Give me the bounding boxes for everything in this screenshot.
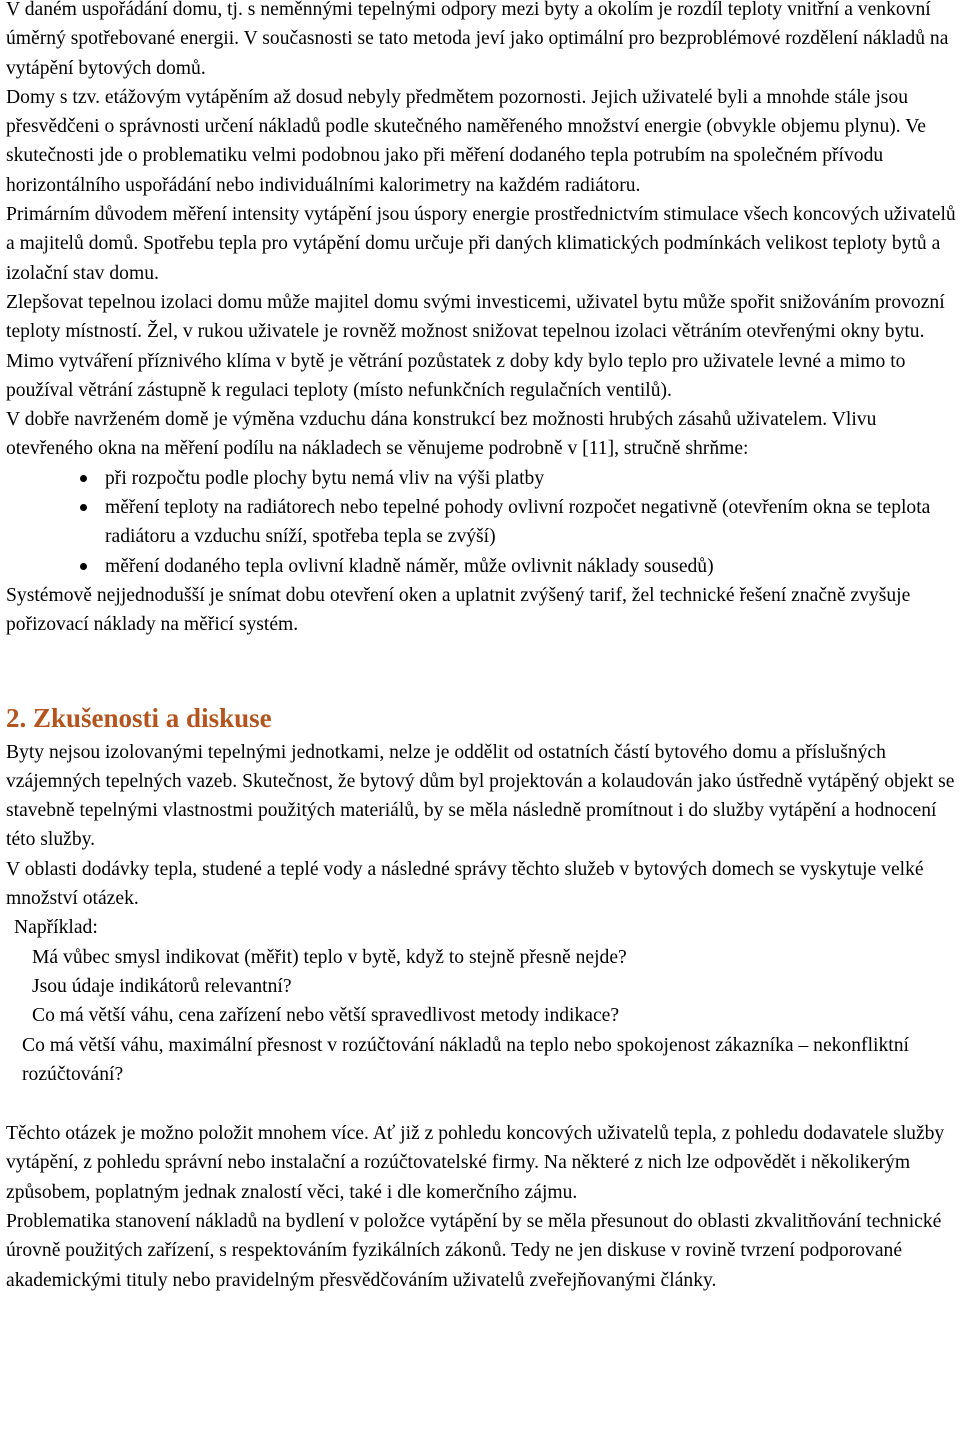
section-gap (6, 640, 956, 698)
question-item: Co má větší váhu, maximální přesnost v rozúčtování nákladů na teplo nebo spokojenost zákazníka – nekonfliktní rozúčtování? (22, 1034, 909, 1085)
bullet-text: při rozpočtu podle plochy bytu nemá vliv na výši platby (105, 467, 545, 489)
paragraph-floor-heating-houses: Domy s tzv. etážovým vytápěním až dosud nebyly předmětem pozornosti. Jejich uživatelé byli a mnohde stále jsou přesvědčeni o správnosti určení nákladů podle skutečného naměřeného množství energie (obvykle objemu plynu). Ve skutečnosti jde o problematiku velmi podobnou jako při měření dodaného tepla potrubím na společném přívodu horizontálního uspořádání nebo individuálními kalorimetry na každém radiátoru. (6, 86, 926, 196)
section-heading: 2. Zkušenosti a diskuse (6, 702, 272, 733)
question-item: Co má větší váhu, cena zařízení nebo větší spravedlivost metody indikace? (32, 1005, 620, 1027)
bullet-icon (80, 504, 87, 511)
example-label: Například: (14, 917, 98, 939)
questions-block (6, 913, 956, 1089)
paragraph-thermal-insulation: Zlepšovat tepelnou izolaci domu může majitel domu svými investicemi, uživatel bytu může spořit snižováním provozní teploty místností. Žel, v rukou uživatele je rovněž možnost snižovat tepelnou izolaci větráním otevřenými okny bytu. Mimo vytváření příznivého klíma v bytě je větrání pozůstatek z doby kdy bylo teplo pro uživatele levné a mimo to používal větrání zástupně k regulaci teploty (místo nefunkčních regulačních ventilů). (6, 291, 945, 401)
list-item (80, 493, 956, 552)
paragraph-heating-proportionality: V daném uspořádání domu, tj. s neměnnými tepelnými odpory mezi byty a okolím je rozdíl teploty vnitřní a venkovní úměrný spotřebované energii. V současnosti se tato metoda jeví jako optimální pro bezproblémové rozdělení nákladů na vytápění bytových domů. (6, 0, 949, 79)
list-item (80, 464, 956, 493)
bullet-text: měření dodaného tepla ovlivní kladně náměr, může ovlivnit náklady sousedů) (105, 555, 714, 577)
paragraph-apartments-not-isolated: Byty nejsou izolovanými tepelnými jednotkami, nelze je oddělit od ostatních částí bytového domu a příslušných vzájemných tepelných vazeb. Skutečnost, že bytový dům byl projektován a kolaudován jako ústředně vytápěný objekt se stavebně tepelnými vlastnostmi použitých materiálů, by se měla následně promítnout i do služby vytápění a hodnocení této služby. (6, 741, 955, 851)
paragraph-well-designed-house: V dobře navrženém domě je výměna vzduchu dána konstrukcí bez možnosti hrubých zásahů uživatelem. Vlivu otevřeného okna na měření podílu na nákladech se věnujeme podrobně v [11], stručně shrňme: (6, 409, 877, 460)
paragraph-cost-determination: Problematika stanovení nákladů na bydlení v položce vytápění by se měla přesunout do oblasti zkvalitňování technické úrovně použitých zařízení, s respektováním fyzikálních zákonů. Tedy ne jen diskuse v rovině tvrzení podporované akademickými tituly nebo pravidelným přesvědčováním uživatelů zveřejňovanými články. (6, 1210, 942, 1291)
question-item: Jsou údaje indikátorů relevantní? (32, 975, 292, 997)
bullet-text: měření teploty na radiátorech nebo tepelné pohody ovlivní rozpočet negativně (otevřením okna se teplota radiátoru a vzduchu sníží, spotřeba tepla se zvýší) (105, 497, 931, 548)
paragraph-many-questions: V oblasti dodávky tepla, studené a teplé vody a následné správy těchto služeb v bytových domech se vyskytuje velké množství otázek. (6, 858, 924, 910)
paragraph-system-solution: Systémově nejjednodušší je snímat dobu otevření oken a uplatnit zvýšený tarif, žel technické řešení značně zvyšuje pořizovací náklady na měřicí systém. (6, 584, 911, 636)
bullet-icon (80, 563, 87, 570)
summary-bullet-list (6, 464, 956, 581)
question-item: Má vůbec smysl indikovat (měřit) teplo v bytě, když to stejně přesně nejde? (32, 946, 627, 968)
paragraph-primary-reason: Primárním důvodem měření intensity vytápění jsou úspory energie prostřednictvím stimulace všech koncových uživatelů a majitelů domů. Spotřebu tepla pro vytápění domu určuje při daných klimatických podmínkách velikost teploty bytů a izolační stav domu. (6, 204, 956, 284)
list-item (80, 552, 956, 581)
paragraph-gap (6, 1089, 956, 1119)
paragraph-more-questions: Těchto otázek je možno položit mnohem více. Ať již z pohledu koncových uživatelů tepla, z pohledu dodavatele služby vytápění, z pohledu správní nebo instalační a rozúčtovatelské firmy. Na některé z nich lze odpovědět i několikerým způsobem, poplatným jednak znalostí věci, také i dle komerčního zájmu. (6, 1123, 945, 1203)
bullet-icon (80, 475, 87, 482)
